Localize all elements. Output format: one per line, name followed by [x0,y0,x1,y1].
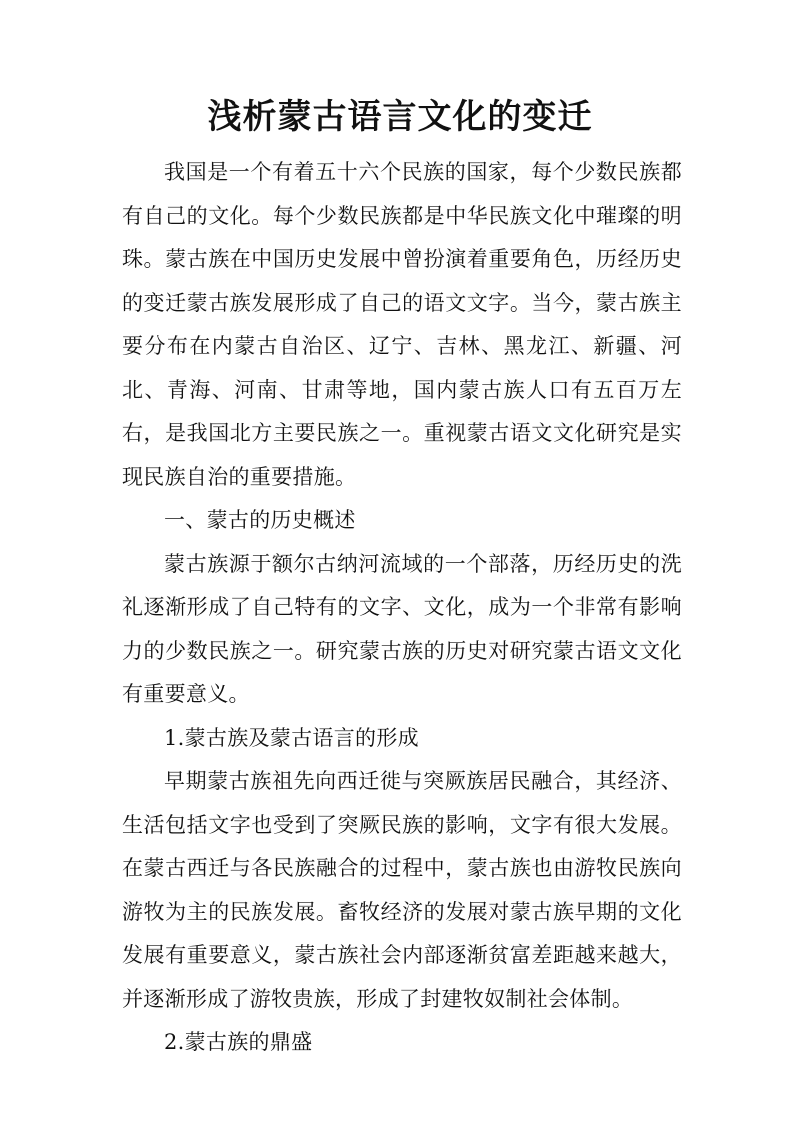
subsection-1-paragraph: 早期蒙古族祖先向西迁徙与突厥族居民融合，其经济、生活包括文字也受到了突厥民族的影响，文字有很大发展。在蒙古西迁与各民族融合的过程中，蒙古族也由游牧民族向游牧为主的民族发展。畜牧经济的发展对蒙古族早期的文化发展有重要意义，蒙古族社会内部逐渐贫富差距越来越大，并逐渐形成了游牧贵族，形成了封建牧奴制社会体制。 [122,769,682,1011]
document-body [122,151,682,1065]
subsection-heading-2: 2.蒙古族的鼎盛 [164,1030,313,1054]
subsection-heading-1: 1.蒙古族及蒙古语言的形成 [164,725,419,750]
section-heading-1: 一、蒙古的历史概述 [164,508,356,532]
intro-paragraph: 我国是一个有着五十六个民族的国家，每个少数民族都有自己的文化。每个少数民族都是中华民族文化中璀璨的明珠。蒙古族在中国历史发展中曾扮演着重要角色，历经历史的变迁蒙古族发展形成了自己的语文文字。当今，蒙古族主要分布在内蒙古自治区、辽宁、吉林、黑龙江、新疆、河北、青海、河南、甘肃等地，国内蒙古族人口有五百万左右，是我国北方主要民族之一。重视蒙古语文文化研究是实现民族自治的重要措施。 [122,160,682,489]
document-title: 浅析蒙古语言文化的变迁 [207,97,593,137]
section-1-paragraph: 蒙古族源于额尔古纳河流域的一个部落，历经历史的洗礼逐渐形成了自己特有的文字、文化，成为一个非常有影响力的少数民族之一。研究蒙古族的历史对研究蒙古语文文化有重要意义。 [122,551,682,706]
